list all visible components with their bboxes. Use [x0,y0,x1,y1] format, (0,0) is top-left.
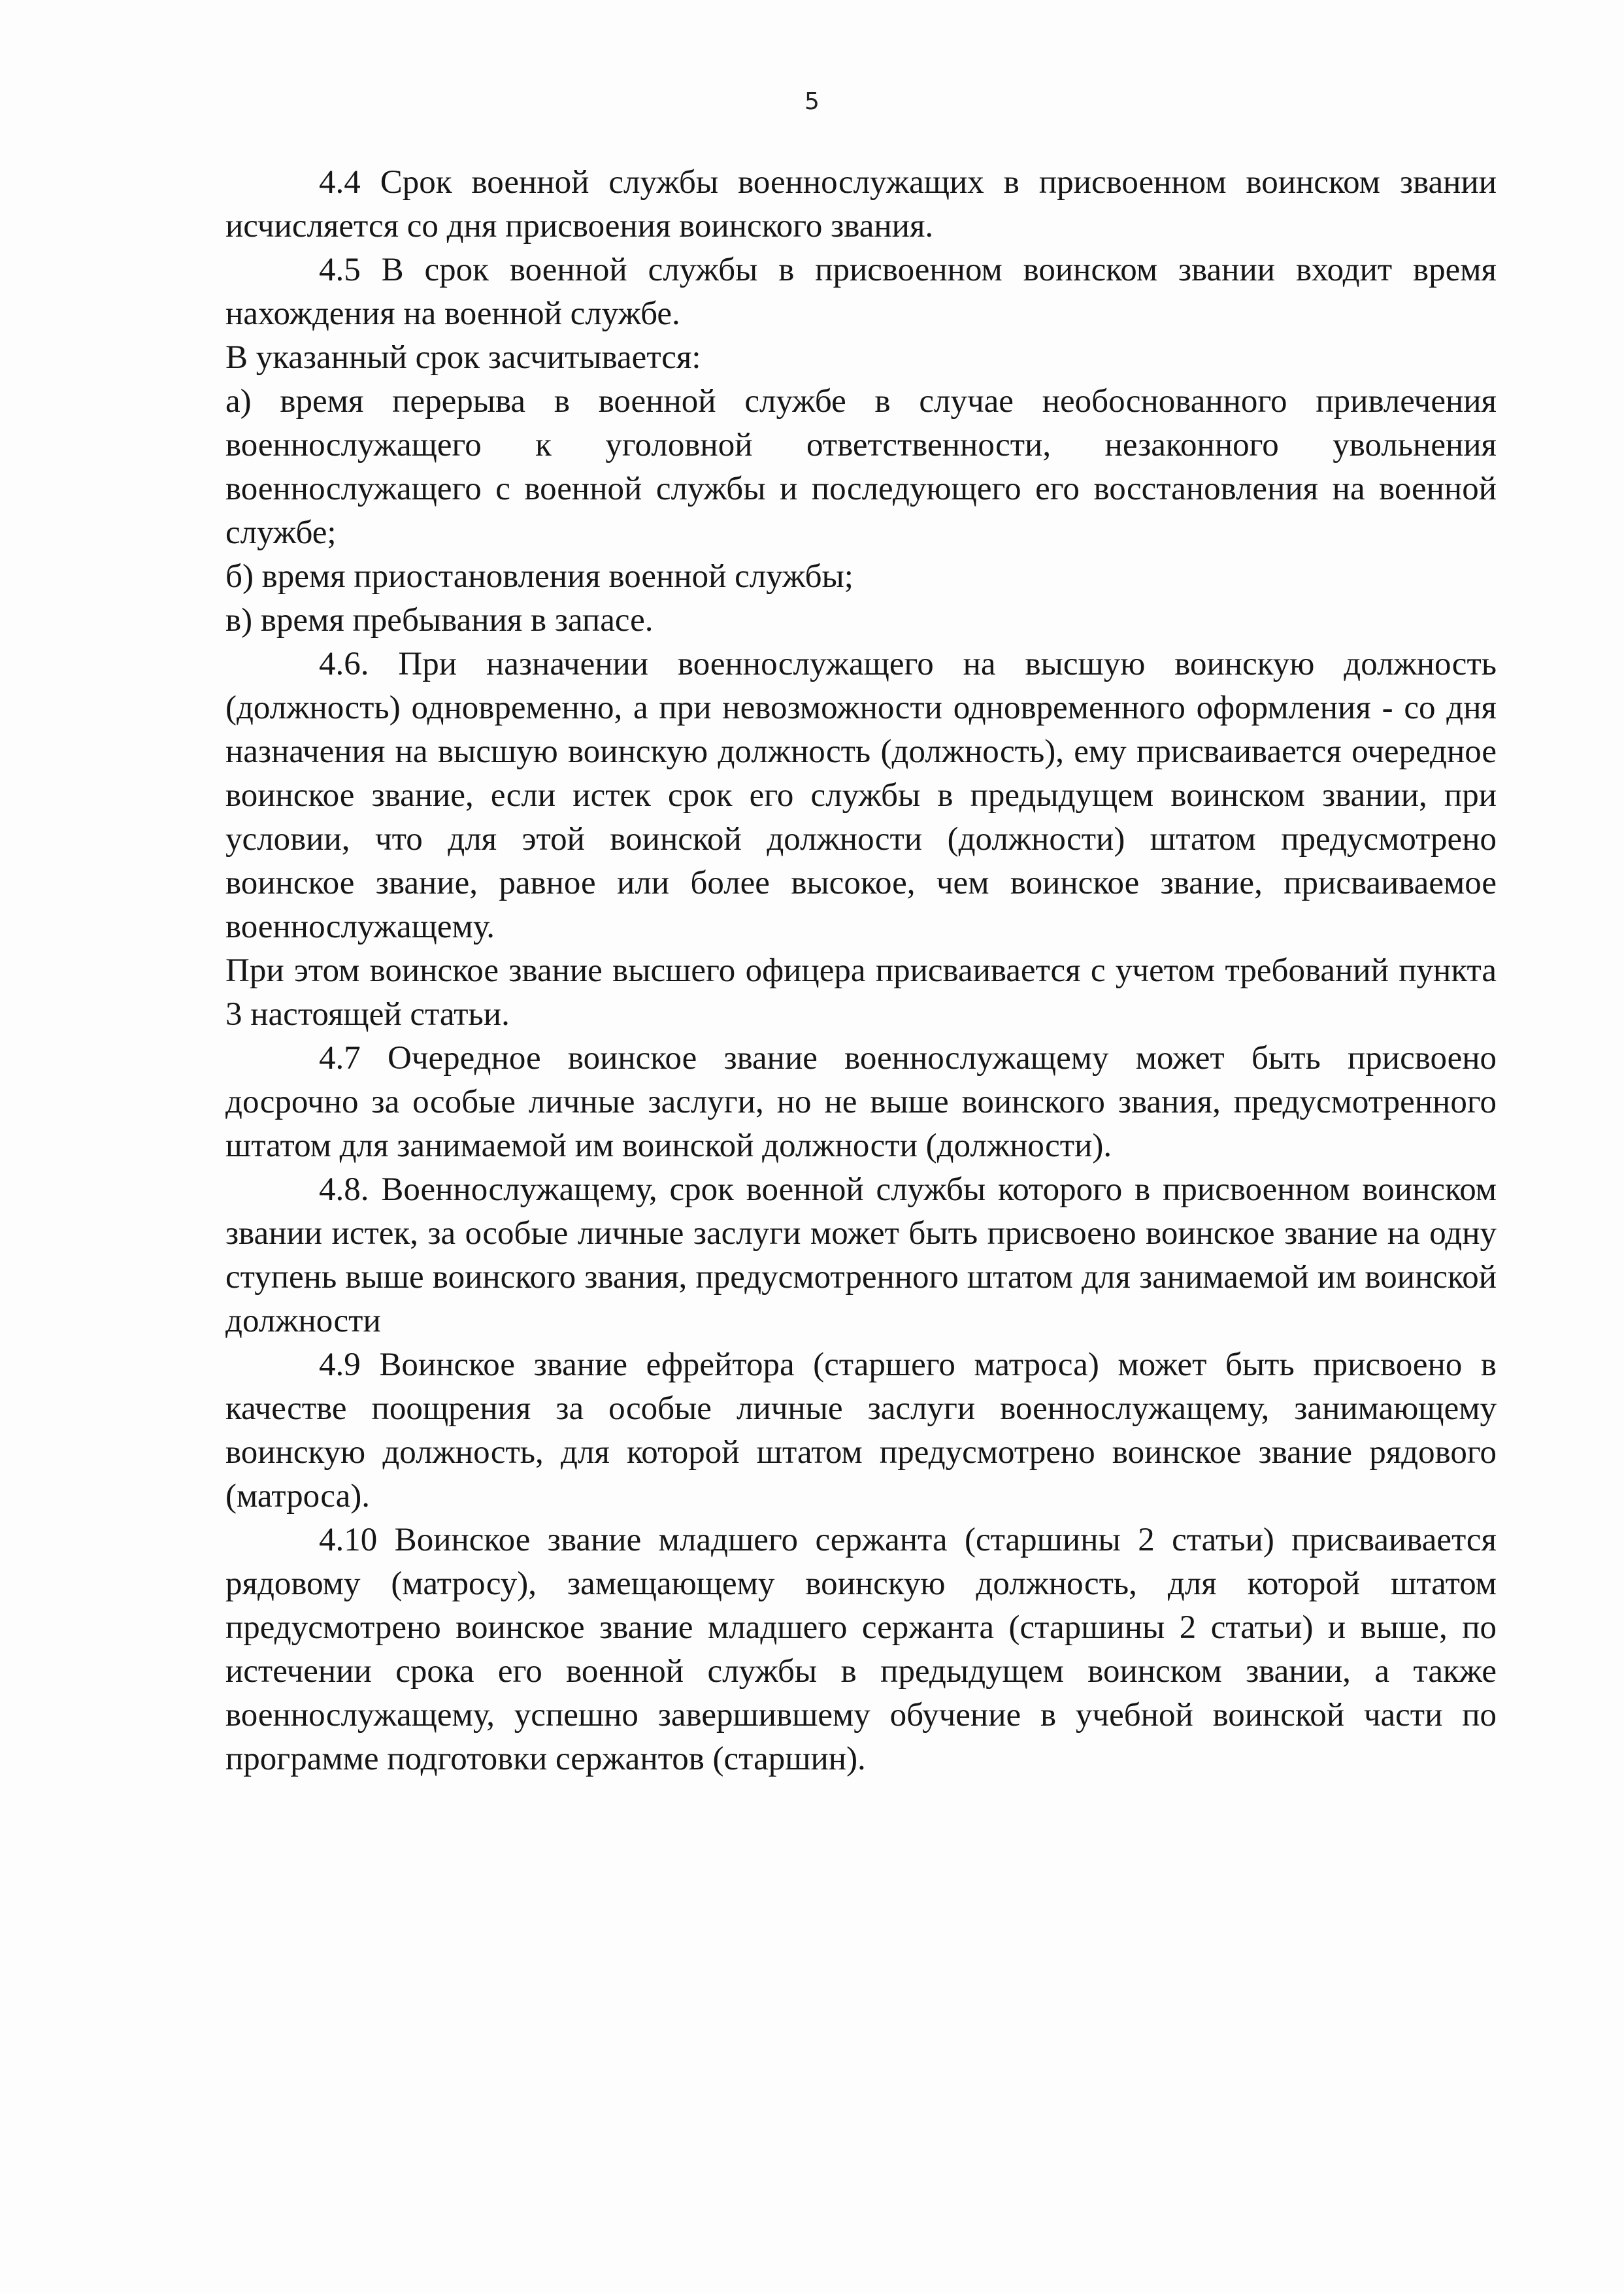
paragraph-4-10: 4.10 Воинское звание младшего сержанта (старшины 2 статьи) присваивается рядовому (матросу), замещающему воинскую должность, для которой штатом предусмотрено воинское звание младшего сержанта (старшины 2 статьи) и выше, по истечении срока его военной службы в предыдущем воинском звании, а также военнослужащему, успешно завершившему обучение в учебной воинской части по программе подготовки сержантов (старшин). [225,1522,1497,1777]
document-body [225,161,1497,1781]
paragraph-counted-intro: В указанный срок засчитывается: [225,339,701,376]
list-item-a: а) время перерыва в военной службе в случае необоснованного привлечения военнослужащего к уголовной ответственности, незаконного увольнения военнослужащего с военной службы и последующего его восстановления на военной службе; [225,383,1497,551]
page-number: 5 [804,88,820,115]
paragraph-4-5: 4.5 В срок военной службы в присвоенном воинском звании входит время нахождения на военной службе. [225,252,1497,332]
paragraph-4-9: 4.9 Воинское звание ефрейтора (старшего матроса) может быть присвоено в качестве поощрения за особые личные заслуги военнослужащему, занимающему воинскую должность, для которой штатом предусмотрено воинское звание рядового (матроса). [225,1347,1497,1515]
paragraph-4-7: 4.7 Очередное воинское звание военнослужащему может быть присвоено досрочно за особые личные заслуги, но не выше воинского звания, предусмотренного штатом для занимаемой им воинской должности (должности). [225,1040,1497,1164]
paragraph-officer-rank: При этом воинское звание высшего офицера присваивается с учетом требований пункта 3 настоящей статьи. [225,952,1497,1033]
list-item-b: б) время приостановления военной службы; [225,558,853,595]
list-item-v: в) время пребывания в запасе. [225,602,654,639]
paragraph-4-8: 4.8. Военнослужащему, срок военной службы которого в присвоенном воинском звании истек, за особые личные заслуги может быть присвоено воинское звание на одну ступень выше воинского звания, предусмотренного штатом для занимаемой им воинской должности [225,1171,1497,1339]
paragraph-4-6: 4.6. При назначении военнослужащего на высшую воинскую должность (должность) одновременно, а при невозможности одновременного оформления - со дня назначения на высшую воинскую должность (должность), ему присваивается очередное воинское звание, если истек срок его службы в предыдущем воинском звании, при условии, что для этой воинской должности (должности) штатом предусмотрено воинское звание, равное или более высокое, чем воинское звание, присваиваемое военнослужащему. [225,646,1497,945]
paragraph-4-4: 4.4 Срок военной службы военнослужащих в присвоенном воинском звании исчисляется со дня присвоения воинского звания. [225,164,1497,244]
